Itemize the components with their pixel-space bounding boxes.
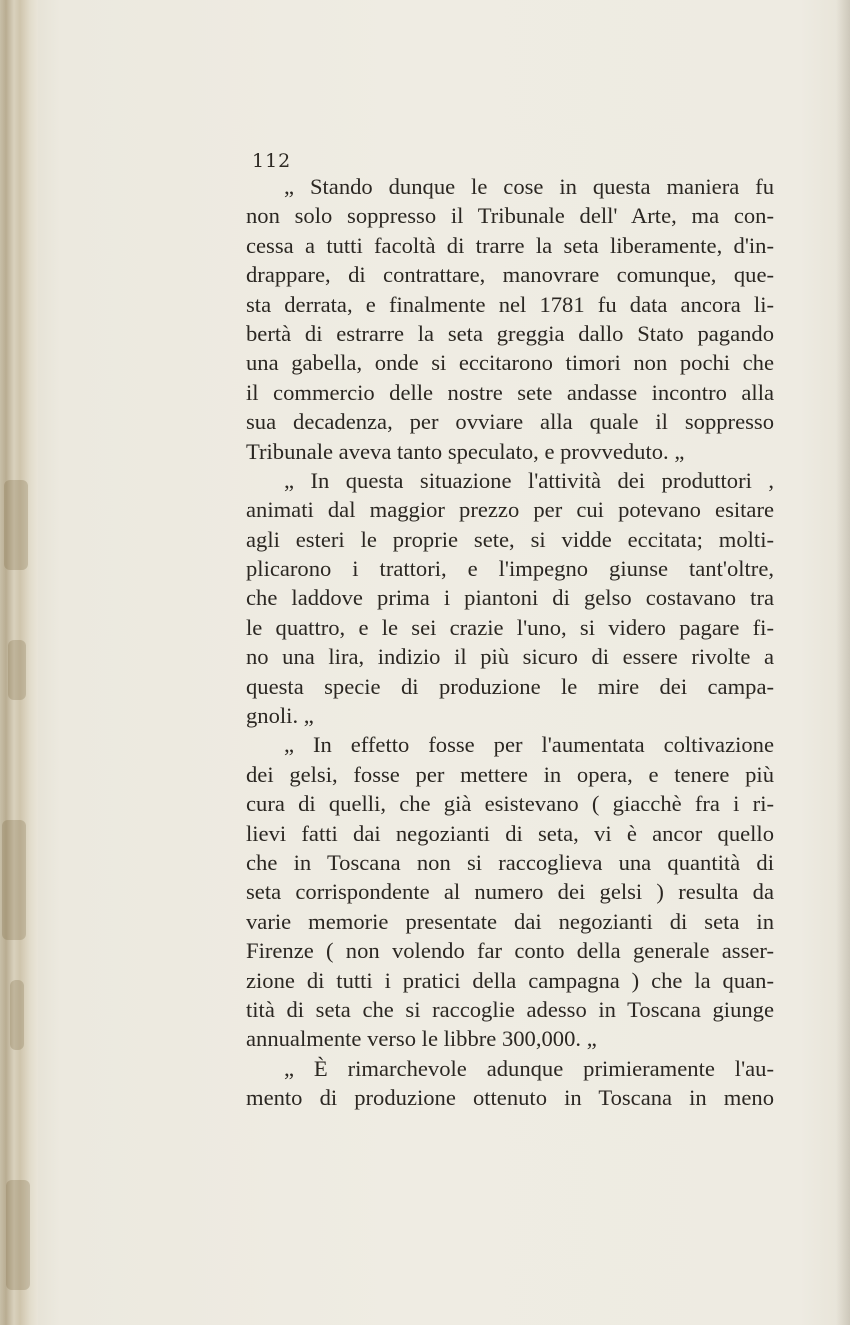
text-line: gnoli. „: [246, 703, 314, 729]
text-line: che laddove prima i piantoni di gelso costavano tra: [246, 585, 774, 611]
text-line: lievi fatti dai negozianti di seta, vi è ancor quello: [246, 820, 774, 846]
body-text: [246, 172, 774, 1113]
text-line: animati dal maggior prezzo per cui potevano esitare: [246, 497, 774, 523]
text-line: „ È rimarchevole adunque primieramente l'au-: [284, 1055, 774, 1081]
text-line: drappare, di contrattare, manovrare comunque, que-: [246, 262, 774, 288]
text-line: annualmente verso le libbre 300,000. „: [246, 1026, 597, 1052]
text-line: non solo soppresso il Tribunale dell' Arte, ma con-: [246, 203, 774, 229]
gutter-stain: [10, 980, 24, 1050]
text-line: il commercio delle nostre sete andasse incontro alla: [246, 379, 774, 405]
gutter-stain: [4, 480, 28, 570]
text-line: sta derrata, e finalmente nel 1781 fu data ancora li-: [246, 291, 774, 317]
text-line: Tribunale aveva tanto speculato, e provveduto. „: [246, 438, 685, 464]
text-line: zione di tutti i pratici della campagna ) che la quan-: [246, 967, 774, 993]
text-line: bertà di estrarre la seta greggia dallo Stato pagando: [246, 320, 774, 346]
text-line: questa specie di produzione le mire dei campa-: [246, 673, 774, 699]
text-line: tità di seta che si raccoglie adesso in Toscana giunge: [246, 996, 774, 1022]
text-line: plicarono i trattori, e l'impegno giunse tant'oltre,: [246, 556, 774, 582]
text-line: sua decadenza, per ovviare alla quale il soppresso: [246, 409, 774, 435]
page-edge-shadow: [836, 0, 850, 1325]
page-number: 112: [252, 150, 292, 172]
text-line: seta corrispondente al numero dei gelsi ) resulta da: [246, 879, 774, 905]
text-line: varie memorie presentate dai negozianti di seta in: [246, 908, 774, 934]
text-line: no una lira, indizio il più sicuro di essere rivolte a: [246, 644, 774, 670]
gutter-stain: [8, 640, 26, 700]
text-line: agli esteri le proprie sete, si vidde eccitata; molti-: [246, 526, 774, 552]
text-line: „ In questa situazione l'attività dei produttori ,: [284, 467, 774, 493]
text-line: dei gelsi, fosse per mettere in opera, e tenere più: [246, 761, 774, 787]
page-gutter: [0, 0, 38, 1325]
text-line: cessa a tutti facoltà di trarre la seta liberamente, d'in-: [246, 232, 774, 258]
text-line: cura di quelli, che già esistevano ( giacchè fra i ri-: [246, 791, 774, 817]
text-line: una gabella, onde si eccitarono timori non pochi che: [246, 350, 774, 376]
gutter-stain: [2, 820, 26, 940]
text-line: che in Toscana non si raccoglieva una quantità di: [246, 849, 774, 875]
text-line: le quattro, e le sei crazie l'uno, si videro pagare fi-: [246, 614, 774, 640]
gutter-stain: [6, 1180, 30, 1290]
text-line: „ Stando dunque le cose in questa maniera fu: [284, 174, 774, 199]
text-line: Firenze ( non volendo far conto della generale asser-: [246, 938, 774, 964]
text-line: „ In effetto fosse per l'aumentata coltivazione: [284, 732, 774, 758]
text-line: mento di produzione ottenuto in Toscana in meno: [246, 1085, 774, 1111]
